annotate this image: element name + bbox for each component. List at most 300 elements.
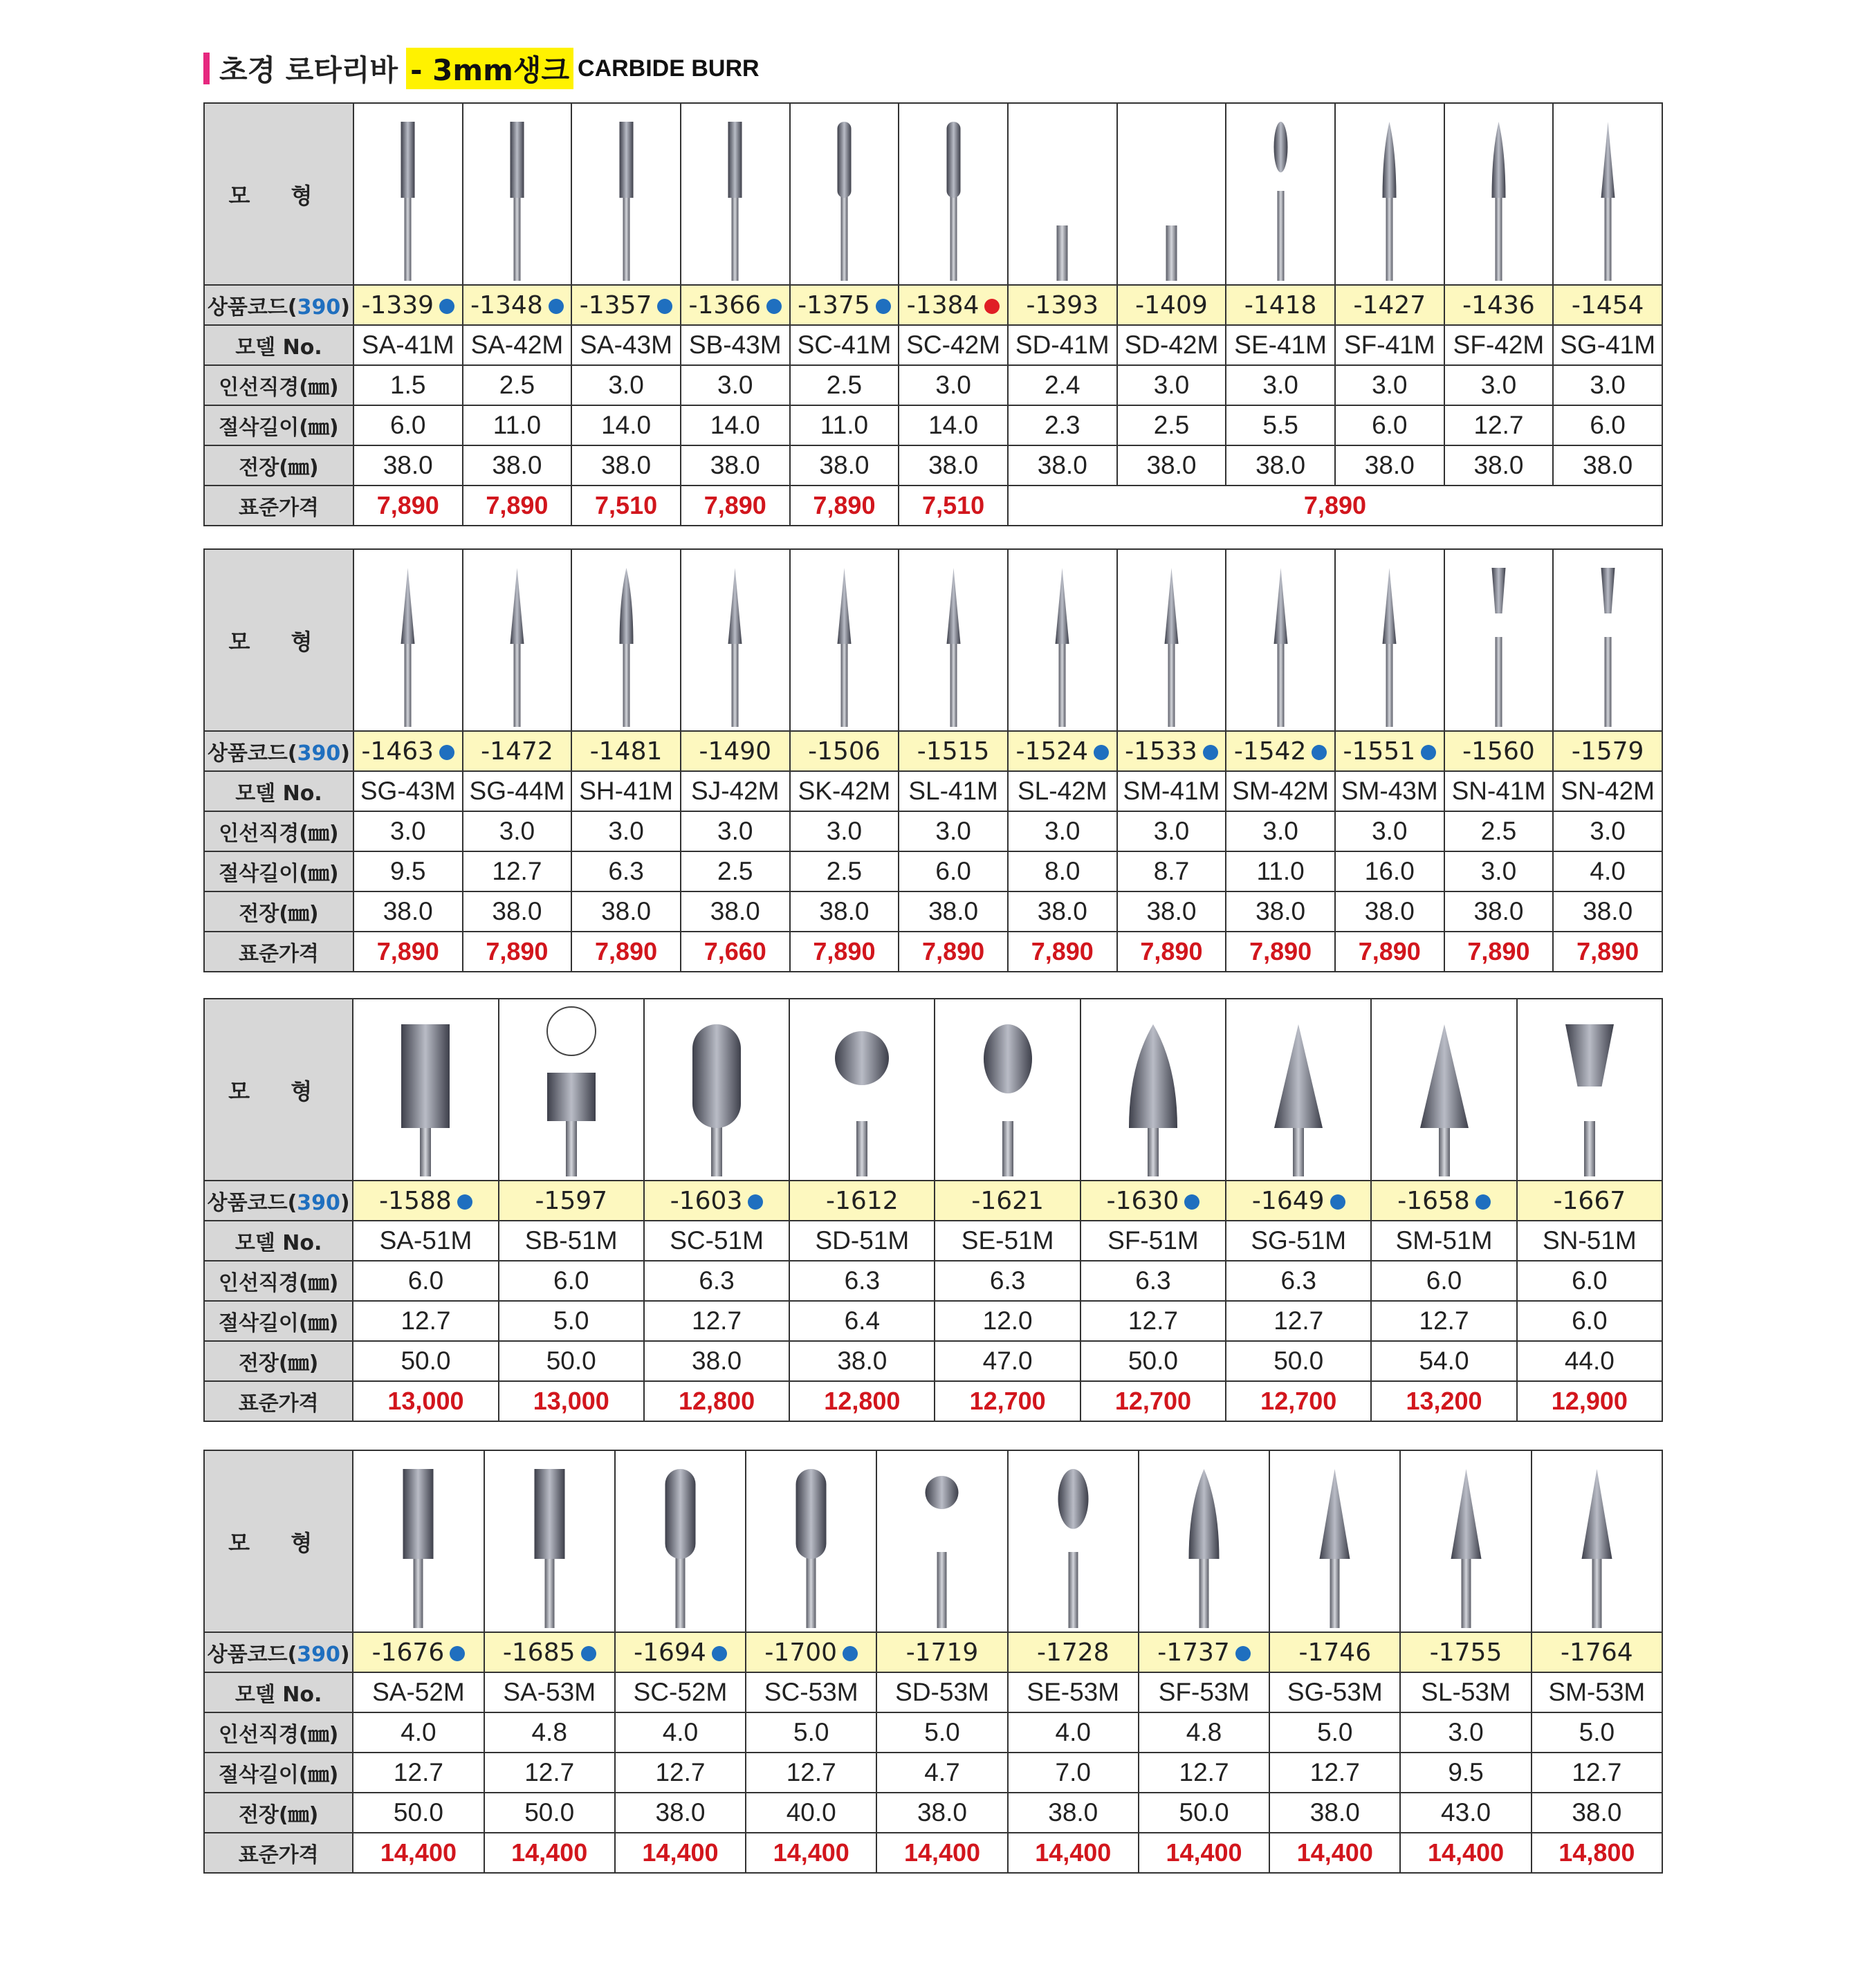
tool-image bbox=[1553, 549, 1662, 731]
price: 7,890 bbox=[1117, 932, 1226, 972]
stock-dot-icon bbox=[450, 1646, 465, 1661]
diameter: 5.0 bbox=[746, 1712, 876, 1753]
cut-length: 6.0 bbox=[899, 851, 1008, 891]
diameter: 5.0 bbox=[1269, 1712, 1400, 1753]
price-merged: 7,890 bbox=[1008, 486, 1662, 526]
total-length: 38.0 bbox=[353, 445, 463, 486]
product-code: -1597 bbox=[499, 1181, 644, 1221]
total-length: 38.0 bbox=[1008, 891, 1117, 932]
product-code: -1612 bbox=[789, 1181, 935, 1221]
cut-length: 8.0 bbox=[1008, 851, 1117, 891]
cut-length: 6.0 bbox=[1553, 405, 1662, 445]
cut-length: 12.7 bbox=[1444, 405, 1554, 445]
model-no: SM-41M bbox=[1117, 771, 1226, 811]
price: 12,900 bbox=[1517, 1381, 1662, 1421]
total-length: 43.0 bbox=[1400, 1793, 1531, 1833]
model-no: SD-41M bbox=[1008, 325, 1117, 365]
product-code: -1746 bbox=[1269, 1632, 1400, 1672]
tool-image bbox=[1226, 103, 1335, 285]
model-no: SA-53M bbox=[484, 1672, 615, 1712]
tool-image bbox=[463, 103, 572, 285]
label-code: 상품코드(390) bbox=[204, 285, 353, 325]
total-length: 38.0 bbox=[463, 891, 572, 932]
stock-dot-icon bbox=[457, 1194, 472, 1210]
model-no: SE-53M bbox=[1008, 1672, 1139, 1712]
price: 7,890 bbox=[463, 486, 572, 526]
price: 7,890 bbox=[790, 486, 899, 526]
model-no: SD-42M bbox=[1117, 325, 1226, 365]
product-code: -1588 bbox=[353, 1181, 498, 1221]
cut-length: 12.7 bbox=[1139, 1753, 1269, 1793]
price: 14,400 bbox=[1139, 1833, 1269, 1873]
diameter: 3.0 bbox=[1117, 811, 1226, 851]
price: 14,400 bbox=[1400, 1833, 1531, 1873]
product-code: -1621 bbox=[935, 1181, 1080, 1221]
diameter: 3.0 bbox=[1008, 811, 1117, 851]
tool-image bbox=[1117, 103, 1226, 285]
total-length: 38.0 bbox=[1008, 445, 1117, 486]
diameter: 6.3 bbox=[644, 1261, 789, 1301]
diameter: 3.0 bbox=[899, 365, 1008, 405]
price: 7,890 bbox=[1444, 932, 1554, 972]
model-no: SC-53M bbox=[746, 1672, 876, 1712]
label-cut-length: 절삭길이(㎜) bbox=[204, 1753, 353, 1793]
tool-image bbox=[681, 549, 790, 731]
price: 7,890 bbox=[790, 932, 899, 972]
model-no: SA-51M bbox=[353, 1221, 498, 1261]
label-model: 모 형 bbox=[204, 999, 353, 1181]
price: 14,400 bbox=[484, 1833, 615, 1873]
total-length: 50.0 bbox=[499, 1341, 644, 1381]
product-code: -1603 bbox=[644, 1181, 789, 1221]
tool-image bbox=[644, 999, 789, 1181]
diameter: 6.0 bbox=[499, 1261, 644, 1301]
stock-dot-icon bbox=[439, 299, 454, 314]
tool-image bbox=[1444, 103, 1554, 285]
price: 7,890 bbox=[571, 932, 681, 972]
label-model: 모 형 bbox=[204, 103, 353, 285]
product-code: -1393 bbox=[1008, 285, 1117, 325]
price: 7,510 bbox=[571, 486, 681, 526]
cut-length: 6.3 bbox=[571, 851, 681, 891]
diameter: 6.0 bbox=[353, 1261, 498, 1301]
total-length: 38.0 bbox=[681, 891, 790, 932]
diameter: 3.0 bbox=[571, 811, 681, 851]
model-no: SF-41M bbox=[1335, 325, 1444, 365]
total-length: 50.0 bbox=[353, 1793, 484, 1833]
tool-image bbox=[463, 549, 572, 731]
total-length: 50.0 bbox=[484, 1793, 615, 1833]
product-code: -1685 bbox=[484, 1632, 615, 1672]
product-code: -1700 bbox=[746, 1632, 876, 1672]
price: 14,400 bbox=[1008, 1833, 1139, 1873]
model-no: SM-53M bbox=[1532, 1672, 1662, 1712]
total-length: 38.0 bbox=[1335, 891, 1444, 932]
price: 14,800 bbox=[1532, 1833, 1662, 1873]
stock-dot-icon bbox=[549, 299, 564, 314]
total-length: 40.0 bbox=[746, 1793, 876, 1833]
price: 14,400 bbox=[615, 1833, 746, 1873]
label-model: 모 형 bbox=[204, 1450, 353, 1632]
diameter: 4.0 bbox=[1008, 1712, 1139, 1753]
cut-length: 7.0 bbox=[1008, 1753, 1139, 1793]
label-code: 상품코드(390) bbox=[204, 1632, 353, 1672]
total-length: 54.0 bbox=[1371, 1341, 1516, 1381]
price: 14,400 bbox=[1269, 1833, 1400, 1873]
tool-image bbox=[746, 1450, 876, 1632]
tool-image bbox=[1444, 549, 1554, 731]
label-cut-length: 절삭길이(㎜) bbox=[204, 405, 353, 445]
price: 14,400 bbox=[353, 1833, 484, 1873]
price: 7,890 bbox=[1226, 932, 1335, 972]
model-no: SG-53M bbox=[1269, 1672, 1400, 1712]
model-no: SA-52M bbox=[353, 1672, 484, 1712]
product-code: -1579 bbox=[1553, 731, 1662, 771]
model-no: SF-53M bbox=[1139, 1672, 1269, 1712]
tool-image bbox=[1008, 1450, 1139, 1632]
cut-length: 14.0 bbox=[571, 405, 681, 445]
spec-table-4 bbox=[203, 1450, 1663, 1874]
diameter: 3.0 bbox=[790, 811, 899, 851]
stock-dot-icon bbox=[843, 1646, 858, 1661]
tool-image bbox=[1553, 103, 1662, 285]
total-length: 38.0 bbox=[1444, 445, 1554, 486]
label-price: 표준가격 bbox=[204, 1381, 353, 1421]
cut-length: 2.5 bbox=[1117, 405, 1226, 445]
model-no: SA-41M bbox=[353, 325, 463, 365]
total-length: 38.0 bbox=[463, 445, 572, 486]
total-length: 38.0 bbox=[1269, 1793, 1400, 1833]
stock-dot-icon bbox=[766, 299, 782, 314]
diameter: 5.0 bbox=[876, 1712, 1007, 1753]
model-no: SK-42M bbox=[790, 771, 899, 811]
total-length: 38.0 bbox=[1532, 1793, 1662, 1833]
model-no: SG-51M bbox=[1226, 1221, 1371, 1261]
diameter: 6.3 bbox=[1080, 1261, 1226, 1301]
tool-image bbox=[1335, 103, 1444, 285]
label-cut-length: 절삭길이(㎜) bbox=[204, 1301, 353, 1341]
model-no: SG-41M bbox=[1553, 325, 1662, 365]
model-no: SM-42M bbox=[1226, 771, 1335, 811]
diameter: 4.8 bbox=[1139, 1712, 1269, 1753]
total-length: 50.0 bbox=[1139, 1793, 1269, 1833]
diameter: 6.0 bbox=[1517, 1261, 1662, 1301]
stock-dot-icon bbox=[1094, 745, 1109, 760]
diameter: 3.0 bbox=[1117, 365, 1226, 405]
model-no: SL-42M bbox=[1008, 771, 1117, 811]
stock-dot-icon bbox=[1475, 1194, 1491, 1210]
model-no: SC-52M bbox=[615, 1672, 746, 1712]
price: 12,700 bbox=[935, 1381, 1080, 1421]
diameter: 3.0 bbox=[681, 811, 790, 851]
label-diameter: 인선직경(㎜) bbox=[204, 365, 353, 405]
model-no: SJ-42M bbox=[681, 771, 790, 811]
model-no: SM-51M bbox=[1371, 1221, 1516, 1261]
model-no: SM-43M bbox=[1335, 771, 1444, 811]
product-code: -1560 bbox=[1444, 731, 1554, 771]
stock-dot-icon bbox=[1203, 745, 1218, 760]
product-code: -1357 bbox=[571, 285, 681, 325]
total-length: 38.0 bbox=[615, 1793, 746, 1833]
diameter: 3.0 bbox=[463, 811, 572, 851]
diameter: 6.0 bbox=[1371, 1261, 1516, 1301]
product-code: -1490 bbox=[681, 731, 790, 771]
cut-length: 14.0 bbox=[681, 405, 790, 445]
stock-dot-icon bbox=[1184, 1194, 1199, 1210]
label-model-no: 모델 No. bbox=[204, 325, 353, 365]
total-length: 38.0 bbox=[1553, 445, 1662, 486]
cut-length: 6.0 bbox=[1335, 405, 1444, 445]
cut-length: 11.0 bbox=[790, 405, 899, 445]
stock-dot-icon bbox=[1235, 1646, 1251, 1661]
product-code: -1339 bbox=[353, 285, 463, 325]
model-no: SD-53M bbox=[876, 1672, 1007, 1712]
cut-length: 12.7 bbox=[353, 1301, 498, 1341]
total-length: 38.0 bbox=[790, 891, 899, 932]
cut-length: 9.5 bbox=[353, 851, 463, 891]
cut-length: 8.7 bbox=[1117, 851, 1226, 891]
total-length: 38.0 bbox=[899, 445, 1008, 486]
total-length: 50.0 bbox=[1226, 1341, 1371, 1381]
tool-image bbox=[789, 999, 935, 1181]
total-length: 38.0 bbox=[789, 1341, 935, 1381]
diameter: 6.3 bbox=[789, 1261, 935, 1301]
diameter: 3.0 bbox=[1226, 811, 1335, 851]
model-no: SA-43M bbox=[571, 325, 681, 365]
total-length: 38.0 bbox=[1117, 445, 1226, 486]
price: 7,890 bbox=[353, 932, 463, 972]
product-code: -1409 bbox=[1117, 285, 1226, 325]
cut-length: 3.0 bbox=[1444, 851, 1554, 891]
price: 7,890 bbox=[353, 486, 463, 526]
label-diameter: 인선직경(㎜) bbox=[204, 811, 353, 851]
label-diameter: 인선직경(㎜) bbox=[204, 1712, 353, 1753]
cut-length: 6.0 bbox=[1517, 1301, 1662, 1341]
cut-length: 12.7 bbox=[1226, 1301, 1371, 1341]
cut-length: 12.7 bbox=[353, 1753, 484, 1793]
tool-image bbox=[1371, 999, 1516, 1181]
cut-length: 12.7 bbox=[1371, 1301, 1516, 1341]
price: 7,890 bbox=[1553, 932, 1662, 972]
product-code: -1348 bbox=[463, 285, 572, 325]
diameter: 6.3 bbox=[1226, 1261, 1371, 1301]
model-no: SF-51M bbox=[1080, 1221, 1226, 1261]
product-code: -1506 bbox=[790, 731, 899, 771]
diameter: 3.0 bbox=[1553, 811, 1662, 851]
price: 12,700 bbox=[1226, 1381, 1371, 1421]
price: 12,800 bbox=[789, 1381, 935, 1421]
label-price: 표준가격 bbox=[204, 486, 353, 526]
product-code: -1630 bbox=[1080, 1181, 1226, 1221]
total-length: 38.0 bbox=[1117, 891, 1226, 932]
price: 13,000 bbox=[353, 1381, 498, 1421]
diameter: 2.5 bbox=[790, 365, 899, 405]
price: 7,890 bbox=[1008, 932, 1117, 972]
cut-length: 11.0 bbox=[1226, 851, 1335, 891]
tool-image bbox=[1532, 1450, 1662, 1632]
price: 7,890 bbox=[1335, 932, 1444, 972]
tool-image bbox=[1269, 1450, 1400, 1632]
model-no: SC-42M bbox=[899, 325, 1008, 365]
label-model-no: 모델 No. bbox=[204, 1221, 353, 1261]
label-total-length: 전장(㎜) bbox=[204, 1341, 353, 1381]
tool-image bbox=[790, 549, 899, 731]
tool-image bbox=[1335, 549, 1444, 731]
label-price: 표준가격 bbox=[204, 1833, 353, 1873]
tool-image bbox=[353, 549, 463, 731]
total-length: 38.0 bbox=[571, 891, 681, 932]
tool-image bbox=[790, 103, 899, 285]
model-no: SN-42M bbox=[1553, 771, 1662, 811]
cut-length: 12.7 bbox=[644, 1301, 789, 1341]
diameter: 1.5 bbox=[353, 365, 463, 405]
label-cut-length: 절삭길이(㎜) bbox=[204, 851, 353, 891]
total-length: 38.0 bbox=[1335, 445, 1444, 486]
model-no: SG-44M bbox=[463, 771, 572, 811]
cut-length: 2.3 bbox=[1008, 405, 1117, 445]
product-code: -1728 bbox=[1008, 1632, 1139, 1672]
price: 14,400 bbox=[746, 1833, 876, 1873]
product-code: -1533 bbox=[1117, 731, 1226, 771]
cut-length: 11.0 bbox=[463, 405, 572, 445]
total-length: 50.0 bbox=[1080, 1341, 1226, 1381]
spec-table-3 bbox=[203, 998, 1663, 1422]
total-length: 50.0 bbox=[353, 1341, 498, 1381]
total-length: 38.0 bbox=[571, 445, 681, 486]
model-no: SG-43M bbox=[353, 771, 463, 811]
stock-dot-icon bbox=[439, 745, 454, 760]
label-total-length: 전장(㎜) bbox=[204, 891, 353, 932]
price: 13,000 bbox=[499, 1381, 644, 1421]
stock-dot-icon bbox=[1421, 745, 1436, 760]
tool-image bbox=[1008, 103, 1117, 285]
total-length: 44.0 bbox=[1517, 1341, 1662, 1381]
model-no: SB-51M bbox=[499, 1221, 644, 1261]
total-length: 38.0 bbox=[1008, 1793, 1139, 1833]
label-code: 상품코드(390) bbox=[204, 1181, 353, 1221]
spec-table-2 bbox=[203, 548, 1663, 972]
price: 7,660 bbox=[681, 932, 790, 972]
stock-dot-icon bbox=[581, 1646, 596, 1661]
tool-image bbox=[353, 1450, 484, 1632]
diameter: 2.5 bbox=[463, 365, 572, 405]
product-code: -1427 bbox=[1335, 285, 1444, 325]
stock-dot-icon bbox=[657, 299, 672, 314]
diameter: 2.5 bbox=[1444, 811, 1554, 851]
label-total-length: 전장(㎜) bbox=[204, 1793, 353, 1833]
label-code: 상품코드(390) bbox=[204, 731, 353, 771]
price: 12,700 bbox=[1080, 1381, 1226, 1421]
product-code: -1515 bbox=[899, 731, 1008, 771]
cut-length: 6.4 bbox=[789, 1301, 935, 1341]
diameter: 3.0 bbox=[681, 365, 790, 405]
diameter: 4.8 bbox=[484, 1712, 615, 1753]
product-code: -1384 bbox=[899, 285, 1008, 325]
diameter: 6.3 bbox=[935, 1261, 1080, 1301]
product-code: -1764 bbox=[1532, 1632, 1662, 1672]
cut-length: 4.0 bbox=[1553, 851, 1662, 891]
cut-length: 4.7 bbox=[876, 1753, 1007, 1793]
cut-length: 12.7 bbox=[615, 1753, 746, 1793]
total-length: 38.0 bbox=[1553, 891, 1662, 932]
stock-dot-icon bbox=[748, 1194, 763, 1210]
price: 7,890 bbox=[463, 932, 572, 972]
diameter: 3.0 bbox=[571, 365, 681, 405]
label-model: 모 형 bbox=[204, 549, 353, 731]
model-no: SB-43M bbox=[681, 325, 790, 365]
model-no: SE-41M bbox=[1226, 325, 1335, 365]
cut-length: 14.0 bbox=[899, 405, 1008, 445]
stock-dot-icon bbox=[984, 299, 1000, 314]
product-code: -1542 bbox=[1226, 731, 1335, 771]
total-length: 38.0 bbox=[790, 445, 899, 486]
diameter: 3.0 bbox=[1226, 365, 1335, 405]
tool-image bbox=[499, 999, 644, 1181]
tool-image bbox=[899, 103, 1008, 285]
model-no: SD-51M bbox=[789, 1221, 935, 1261]
total-length: 38.0 bbox=[876, 1793, 1007, 1833]
stock-dot-icon bbox=[1312, 745, 1327, 760]
product-code: -1524 bbox=[1008, 731, 1117, 771]
tool-image bbox=[899, 549, 1008, 731]
model-no: SN-41M bbox=[1444, 771, 1554, 811]
label-diameter: 인선직경(㎜) bbox=[204, 1261, 353, 1301]
cut-length: 2.5 bbox=[681, 851, 790, 891]
tool-image bbox=[1080, 999, 1226, 1181]
diameter: 3.0 bbox=[1553, 365, 1662, 405]
cut-length: 12.0 bbox=[935, 1301, 1080, 1341]
stock-dot-icon bbox=[712, 1646, 727, 1661]
title-korean: 초경 로타리바 bbox=[219, 53, 398, 87]
cut-length: 12.7 bbox=[463, 851, 572, 891]
diameter: 2.4 bbox=[1008, 365, 1117, 405]
model-no: SC-41M bbox=[790, 325, 899, 365]
title-accent-bar bbox=[203, 53, 210, 84]
spec-table-1 bbox=[203, 102, 1663, 526]
price: 12,800 bbox=[644, 1381, 789, 1421]
product-code: -1481 bbox=[571, 731, 681, 771]
diameter: 3.0 bbox=[1335, 811, 1444, 851]
title-highlight: - 3mm생크 bbox=[406, 48, 573, 89]
product-code: -1755 bbox=[1400, 1632, 1531, 1672]
cut-length: 12.7 bbox=[1080, 1301, 1226, 1341]
cut-length: 6.0 bbox=[353, 405, 463, 445]
diameter: 4.0 bbox=[615, 1712, 746, 1753]
diameter: 3.0 bbox=[1335, 365, 1444, 405]
price: 7,890 bbox=[899, 932, 1008, 972]
product-code: -1454 bbox=[1553, 285, 1662, 325]
cut-length: 12.7 bbox=[1532, 1753, 1662, 1793]
tool-image bbox=[1226, 999, 1371, 1181]
tool-image bbox=[353, 103, 463, 285]
cut-length: 2.5 bbox=[790, 851, 899, 891]
label-model-no: 모델 No. bbox=[204, 1672, 353, 1712]
product-code: -1676 bbox=[353, 1632, 484, 1672]
model-no: SA-42M bbox=[463, 325, 572, 365]
product-code: -1375 bbox=[790, 285, 899, 325]
label-total-length: 전장(㎜) bbox=[204, 445, 353, 486]
tool-image bbox=[571, 103, 681, 285]
tool-image bbox=[1117, 549, 1226, 731]
model-no: SN-51M bbox=[1517, 1221, 1662, 1261]
product-code: -1737 bbox=[1139, 1632, 1269, 1672]
product-code: -1649 bbox=[1226, 1181, 1371, 1221]
model-no: SE-51M bbox=[935, 1221, 1080, 1261]
tool-image bbox=[571, 549, 681, 731]
tool-image bbox=[615, 1450, 746, 1632]
product-code: -1366 bbox=[681, 285, 790, 325]
tool-image bbox=[1226, 549, 1335, 731]
